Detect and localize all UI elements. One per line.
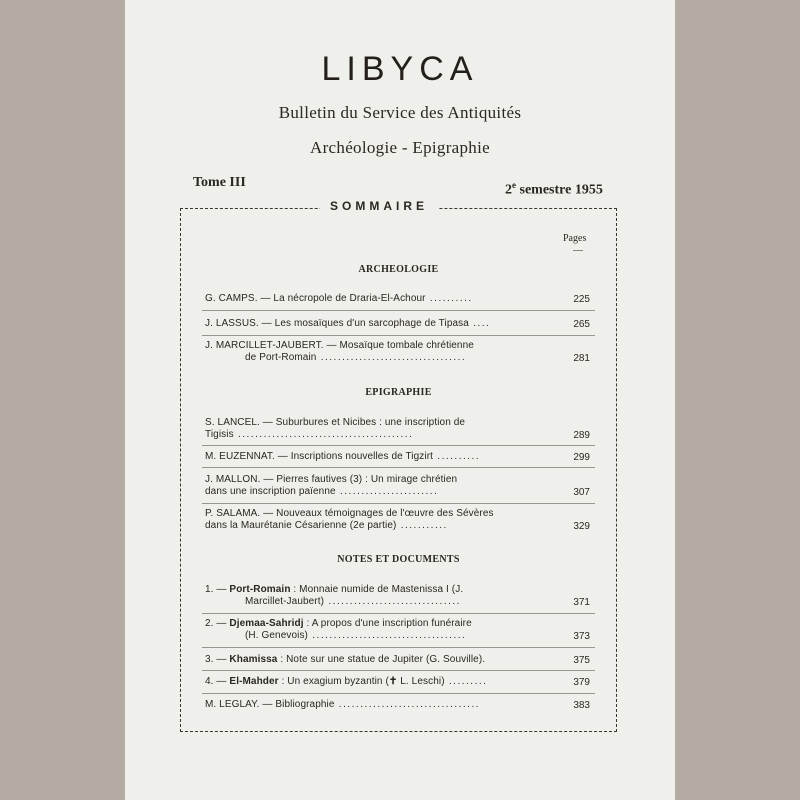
journal-title: LIBYCA <box>321 50 479 88</box>
entry-leader: ......... <box>444 676 488 687</box>
journal-subtitle-2: Archéologie - Epigraphie <box>310 138 490 157</box>
entry-separator <box>202 467 595 468</box>
entry-page-number: 329 <box>573 521 590 532</box>
entry-text-cont: L. Leschi) <box>397 676 445 687</box>
toc-entry <box>205 508 547 532</box>
section-epigraphie: EPIGRAPHIE <box>365 387 432 398</box>
entry-text: P. SALAMA. — Nouveaux témoignages de l'œuvre des Sévères <box>205 508 494 519</box>
entry-text-line2: Tigisis <box>205 429 234 440</box>
semestre-number: 2 <box>505 182 512 198</box>
entry-leader: .......... <box>433 451 481 462</box>
note-place: Khamissa <box>229 654 278 665</box>
entry-separator <box>202 693 595 694</box>
entry-text: : A propos d'une inscription funéraire <box>303 618 472 629</box>
toc-entry <box>205 584 547 608</box>
entry-leader: .................................... <box>308 630 467 641</box>
semestre-label <box>505 180 603 199</box>
cross-icon: ✝ <box>388 676 398 687</box>
entry-page-number: 225 <box>573 294 590 305</box>
entry-text: J. LASSUS. — Les mosaïques d'un sarcophage de Tipasa <box>205 318 469 329</box>
journal-subtitle: Bulletin du Service des Antiquités <box>278 103 522 122</box>
note-place: Port-Romain <box>229 584 291 595</box>
entry-text-line2: de Port-Romain <box>245 352 317 363</box>
journal-page <box>125 0 675 800</box>
entry-leader: ............................... <box>324 596 461 607</box>
toc-entry <box>205 293 547 305</box>
toc-entry <box>205 318 547 330</box>
pages-column-dash: — <box>573 245 583 256</box>
semestre-text: semestre 1955 <box>516 182 603 198</box>
toc-entry <box>205 618 547 642</box>
entry-page-number: 265 <box>573 319 590 330</box>
entry-page-number: 281 <box>573 353 590 364</box>
entry-separator <box>202 335 595 336</box>
entry-text: : Monnaie numide de Mastenissa I (J. <box>290 584 464 595</box>
entry-page-number: 289 <box>573 430 590 441</box>
entry-text: : Un exagium byzantin ( <box>278 676 389 687</box>
entry-leader: .... <box>468 318 491 329</box>
tome-label: Tome III <box>193 175 246 190</box>
entry-leader: ................................. <box>334 699 480 710</box>
entry-text-line2: Marcillet-Jaubert) <box>245 596 325 607</box>
entry-separator <box>202 647 595 648</box>
entry-page-number: 373 <box>573 631 590 642</box>
entry-separator <box>202 503 595 504</box>
entry-text: M. LEGLAY. — Bibliographie <box>205 699 335 710</box>
entry-leader: ....................... <box>335 486 439 497</box>
entry-separator <box>202 613 595 614</box>
section-archeologie: ARCHEOLOGIE <box>358 264 439 275</box>
note-place: Djemaa-Sahridj <box>229 618 304 629</box>
entry-text: J. MALLON. — Pierres fautives (3) : Un mirage chrétien <box>205 474 458 485</box>
entry-text: J. MARCILLET-JAUBERT. — Mosaïque tombale chrétienne <box>205 340 474 351</box>
note-place: El-Mahder <box>229 676 279 687</box>
toc-entry <box>205 417 547 441</box>
entry-leader: ......................................... <box>233 429 414 440</box>
entry-page-number: 371 <box>573 597 590 608</box>
entry-text-line2: dans une inscription païenne <box>205 486 336 497</box>
toc-entry <box>205 340 547 364</box>
note-number: 2. — <box>205 618 227 629</box>
entry-separator <box>202 670 595 671</box>
section-notes: NOTES ET DOCUMENTS <box>337 554 460 565</box>
toc-entry <box>205 451 547 463</box>
toc-entry <box>205 474 547 498</box>
note-number: 1. — <box>205 584 227 595</box>
entry-text: M. EUZENNAT. — Inscriptions nouvelles de Tigzirt <box>205 451 434 462</box>
entry-separator <box>202 445 595 446</box>
note-number: 3. — <box>205 654 227 665</box>
semestre-superscript: e <box>512 180 516 190</box>
entry-leader: .......... <box>425 293 473 304</box>
entry-text: G. CAMPS. — La nécropole de Draria-El-Achour <box>205 293 426 304</box>
entry-text: : Note sur une statue de Jupiter (G. Souville). <box>277 654 486 665</box>
entry-leader: .................................. <box>316 352 467 363</box>
entry-text-line2: dans la Maurétanie Césarienne (2e partie) <box>205 520 397 531</box>
entry-page-number: 307 <box>573 487 590 498</box>
note-number: 4. — <box>205 676 227 687</box>
pages-column-label: Pages <box>563 233 587 244</box>
entry-page-number: 383 <box>573 700 590 711</box>
entry-page-number: 299 <box>573 452 590 463</box>
toc-entry <box>205 699 547 711</box>
entry-page-number: 375 <box>573 655 590 666</box>
entry-text-line2: (H. Genevois) <box>245 630 308 641</box>
entry-separator <box>202 310 595 311</box>
toc-entry <box>205 654 547 666</box>
entry-text: S. LANCEL. — Suburbures et Nicibes : une inscription de <box>205 417 466 428</box>
entry-leader: ........... <box>396 520 448 531</box>
sommaire-heading: SOMMAIRE <box>320 199 438 213</box>
entry-page-number: 379 <box>573 677 590 688</box>
toc-entry <box>205 676 547 688</box>
